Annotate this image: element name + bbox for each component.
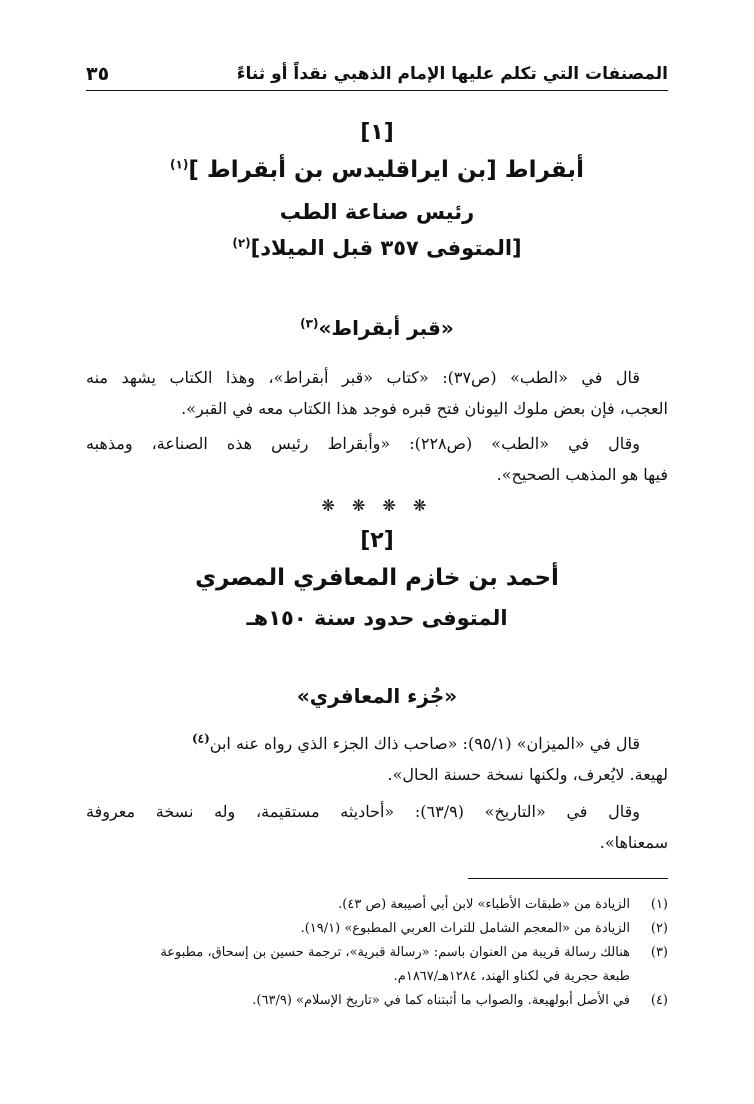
entry-2-book-title: «جُزء المعافري» xyxy=(296,684,458,708)
footnote-4-line-1: في الأصل أبولهيعة. والصواب ما أثبتناه كما في «تاريخ الإسلام» (٦٣/٩). xyxy=(252,993,630,1008)
footnote-ref-4[interactable]: (٤) xyxy=(191,731,210,746)
footnote-3-mark: (٣) xyxy=(650,945,668,960)
footnote-1-mark: (١) xyxy=(650,897,668,912)
entry-2-p1-line-1 xyxy=(86,728,668,759)
entry-1-book-title xyxy=(86,316,668,340)
entry-1-number: [١] xyxy=(360,120,394,145)
entry-2-p1-line-2: لهيعة. لايُعرف، ولكنها نسخة حسنة الحال». xyxy=(387,765,668,784)
entry-2-paragraph-2 xyxy=(86,796,668,858)
footnote-1-text xyxy=(86,893,630,917)
footnote-2-mark: (٢) xyxy=(650,921,668,936)
entry-1-p2-line-1: وقال في «الطب» (ص٢٢٨): «وأبقراط رئيس هذه الصناعة، ومذهبه xyxy=(86,434,640,453)
entry-1-title: رئيس صناعة الطب xyxy=(279,200,475,224)
entry-2-death: المتوفى حدود سنة ١٥٠هـ xyxy=(246,606,508,630)
footnote-4-mark: (٤) xyxy=(650,993,668,1008)
page-number: ٣٥ xyxy=(86,63,110,85)
entry-1-p2-line-2: فيها هو المذهب الصحيح». xyxy=(496,465,668,484)
footnote-3-line-1: هنالك رسالة قريبة من العنوان باسم: «رسالة قبرية»، ترجمة حسين بن إسحاق، مطبوعة xyxy=(160,945,630,960)
footnote-ref-2[interactable]: (٢) xyxy=(232,236,251,250)
footnote-ref-1[interactable]: (١) xyxy=(170,157,189,172)
entry-2-p1-line-1-text: قال في «الميزان» (٩٥/١): «صاحب ذاك الجزء الذي رواه عنه ابن xyxy=(209,734,640,753)
footnote-2 xyxy=(86,917,668,941)
footnote-3-line-2: طبعة حجرية في لكناو الهند، ١٢٨٤هـ/١٨٦٧م. xyxy=(393,969,630,984)
entry-1-name-text: أبقراط [بن ايراقليدس بن أبقراط ] xyxy=(188,157,584,183)
entry-1-paragraph-2 xyxy=(86,428,668,490)
entry-1-death-text: [المتوفى ٣٥٧ قبل الميلاد] xyxy=(250,236,522,260)
footnote-ref-3[interactable]: (٣) xyxy=(300,316,319,331)
entry-1-p1-line-2: العجب، فإن بعض ملوك اليونان فتح قبره فوجد هذا الكتاب معه في القبر». xyxy=(181,399,668,418)
entry-1-paragraph-1 xyxy=(86,362,668,424)
footnote-1-line-1: الزيادة من «طبقات الأطباء» لابن أبي أصيبعة (ص ٤٣). xyxy=(338,897,630,912)
running-header xyxy=(86,58,668,91)
entry-2-paragraph-1 xyxy=(86,728,668,790)
entry-1-name xyxy=(86,157,668,183)
footnote-1 xyxy=(86,893,668,917)
footnote-3-text xyxy=(86,941,630,989)
footnotes xyxy=(86,893,668,1013)
footnote-divider xyxy=(468,878,668,879)
entry-1-death xyxy=(86,236,668,260)
footnote-2-line-1: الزيادة من «المعجم الشامل للتراث العربي المطبوع» (١٩/١). xyxy=(300,921,630,936)
section-separator: ❋ ❋ ❋ ❋ xyxy=(321,496,433,515)
footnote-3 xyxy=(86,941,668,989)
entry-2-name: أحمد بن خازم المعافري المصري xyxy=(195,565,559,591)
running-header-title: المصنفات التي تكلم عليها الإمام الذهبي نقداً أو ثناءً xyxy=(236,64,668,84)
footnote-4-text xyxy=(86,989,630,1013)
footnote-2-text xyxy=(86,917,630,941)
entry-2-number: [٢] xyxy=(360,528,394,553)
entry-2-p2-line-1: وقال في «التاريخ» (٦٣/٩): «أحاديثه مستقيمة، وله نسخة معروفة xyxy=(86,802,641,821)
entry-1-p1-line-1: قال في «الطب» (ص٣٧): «كتاب «قبر أبقراط»، وهذا الكتاب يشهد منه xyxy=(86,368,640,387)
entry-2-p2-line-2: سمعناها». xyxy=(599,833,668,852)
footnote-4 xyxy=(86,989,668,1013)
entry-1-book-title-text: «قبر أبقراط» xyxy=(318,316,454,340)
